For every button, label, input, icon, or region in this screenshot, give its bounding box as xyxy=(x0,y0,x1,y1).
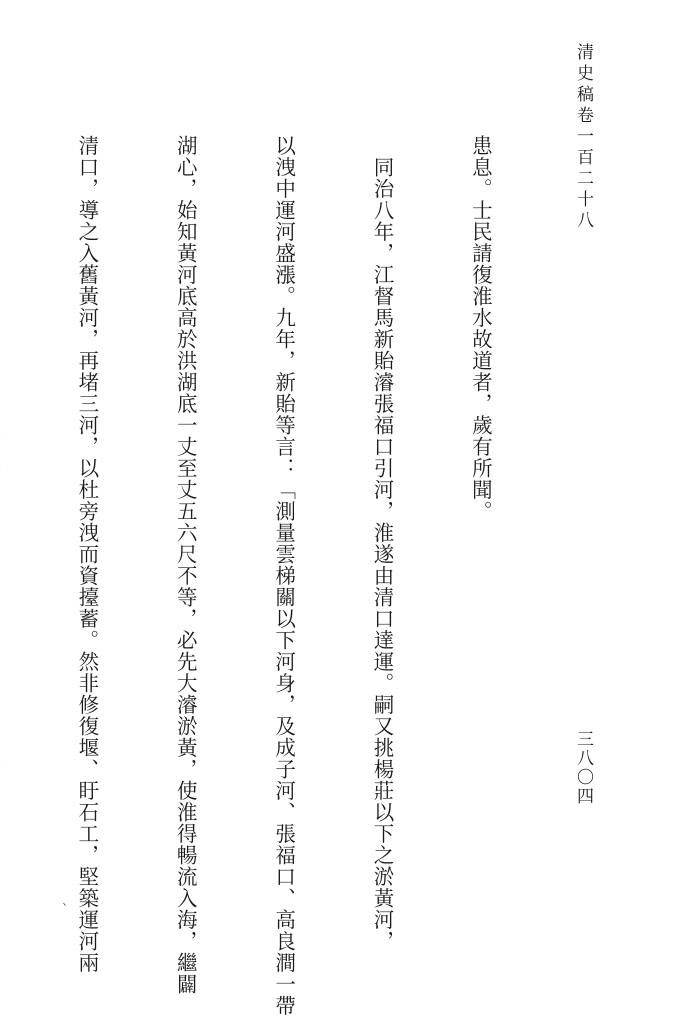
page-number: 三八〇四 xyxy=(573,730,593,806)
margin-mark: ˋ xyxy=(62,902,68,916)
text-line: 以洩中運河盛漲。九年，新貽等言：「測量雲梯關以下河身，及成子河、張福口、高良澗一帶 xyxy=(271,135,296,1017)
text-line xyxy=(0,135,4,985)
text-line: 同治八年，江督馬新貽濬張福口引河，淮遂由清口達運。嗣又挑楊莊以下之淤黃河， xyxy=(370,135,395,952)
text-line: 湖心，始知黃河底高於洪湖底一丈至丈五六尺不等，必先大濬淤黃，使淮得暢流入海，繼闢 xyxy=(173,135,198,995)
running-title: 清史稿卷一百二十八 xyxy=(573,43,593,232)
body-text xyxy=(74,135,562,1017)
text-line: 清口，導之入舊黃河，再堵三河，以杜旁洩而資擡蓄。然非修復堰、盱石工，堅築運河兩 xyxy=(74,135,99,974)
text-line: 患息。士民請復淮水故道者，歲有所聞。 xyxy=(468,135,493,522)
